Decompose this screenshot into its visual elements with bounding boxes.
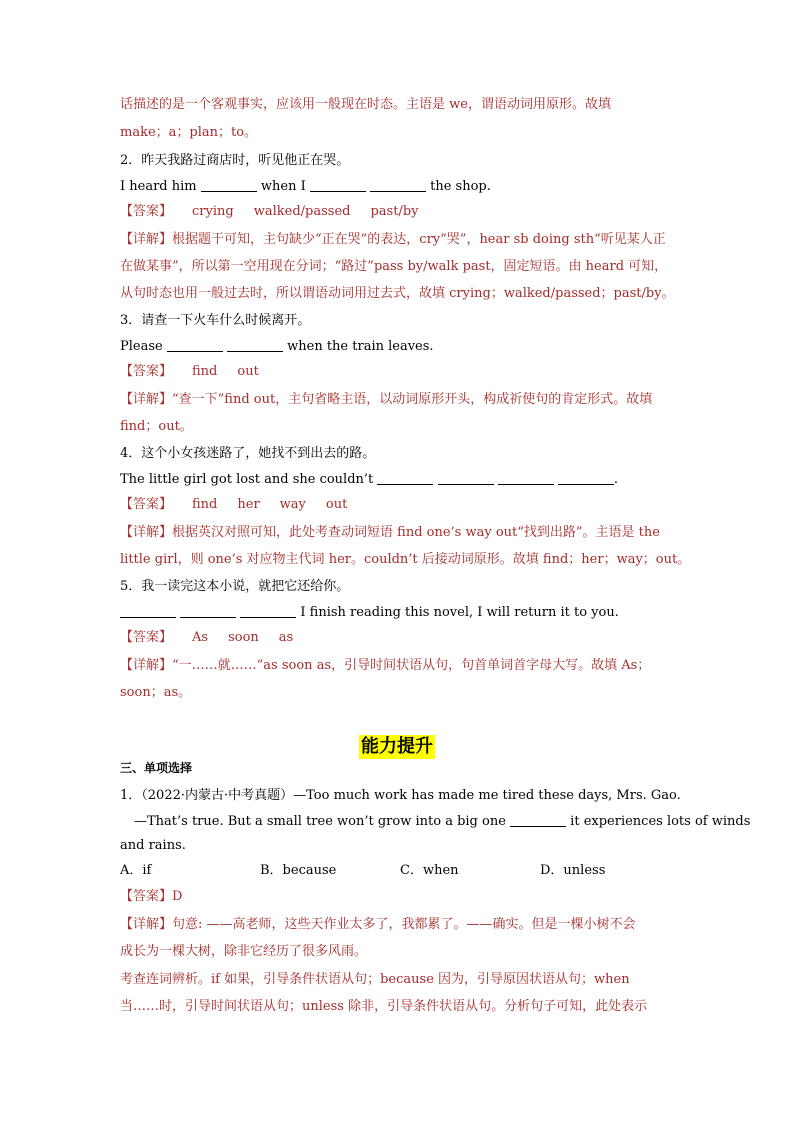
- detail-line: [120, 231, 678, 249]
- answer-tag: 【答案】: [120, 630, 173, 645]
- answer-blank: [120, 605, 176, 618]
- answer-blank: [240, 605, 296, 618]
- answer-blank: [201, 179, 257, 192]
- answer-blank: [310, 179, 366, 192]
- question-en: [120, 604, 678, 622]
- question-text: when the train leaves.: [283, 339, 434, 354]
- question-text: Please: [120, 339, 167, 354]
- question-en: [120, 338, 678, 356]
- answer-blank: [227, 339, 283, 352]
- answer-line: [120, 888, 678, 906]
- answer-value: as: [278, 630, 294, 645]
- detail-text: 句意: ——高老师，这些天作业太多了，我都累了。——确实。但是一棵小树不会: [172, 917, 636, 932]
- answer-line: [120, 363, 678, 381]
- answer-value: out: [325, 497, 348, 512]
- option-d: D．unless: [540, 863, 606, 878]
- section-title: 能力提升: [361, 736, 433, 757]
- answer-blank: [180, 605, 236, 618]
- detail-text: 话描述的是一个客观事实，应该用一般现在时态。主语是: [120, 97, 450, 112]
- detail-text: 从句时态也用一般过去时，所以谓语动词用过去式，故填 crying；walked/passed；past/by。: [120, 286, 675, 301]
- answer-value: find: [192, 364, 218, 379]
- answer-tag: 【答案】: [120, 204, 173, 219]
- answer-blank: [558, 472, 614, 485]
- answer-value: out: [237, 364, 259, 379]
- answer-value: walked/passed: [253, 204, 351, 219]
- option-b: B．because: [260, 863, 337, 878]
- question-text: it experiences lots of winds: [566, 814, 751, 829]
- question-text: .: [613, 472, 618, 487]
- answer-value: past/by: [370, 204, 419, 219]
- detail-text: ，谓语动词用原形。故填: [467, 97, 611, 112]
- detail-text: little girl，则 one’s 对应物主代词 her。couldn’t 后接动词原形。故填 find；her；way；out。: [120, 552, 691, 567]
- answer-value: way: [279, 497, 306, 512]
- options-row: [120, 862, 678, 880]
- detail-line: [120, 391, 678, 409]
- answer-tag: 【答案】: [120, 497, 173, 512]
- text-line: [120, 96, 678, 114]
- question-en: [120, 178, 678, 196]
- detail-text: find；out。: [120, 419, 193, 434]
- answer-blank: [370, 179, 426, 192]
- answer-value: crying: [192, 204, 234, 219]
- question-text: —That’s true. But a small tree won’t grow into a big one: [134, 814, 511, 829]
- detail-tag: 【详解】: [120, 917, 173, 932]
- detail-text: “查一下”find out，主句省略主语，以动词原形开头，构成祈使句的肯定形式。故填: [172, 392, 653, 407]
- answer-line: [120, 496, 678, 514]
- section-title-wrap: [0, 735, 794, 759]
- detail-tag: 【详解】: [120, 658, 173, 673]
- question-text: the shop.: [426, 179, 491, 194]
- detail-tag: 【详解】: [120, 392, 173, 407]
- answer-tag: 【答案】: [120, 364, 173, 379]
- detail-line: [120, 916, 678, 934]
- answer-line: [120, 203, 678, 221]
- detail-text: 当……时，引导时间状语从句；unless 除非，引导条件状语从句。分析句子可知，此处表示: [120, 999, 648, 1014]
- detail-tag: 【详解】: [120, 232, 173, 247]
- detail-text: 在做某事”，所以第一空用现在分词；“路过”pass by/walk past，固定短语。由 heard 可知，: [120, 259, 668, 274]
- question-cn: 4．这个小女孩迷路了，她找不到出去的路。: [120, 446, 376, 461]
- detail-tag: 【详解】: [120, 525, 173, 540]
- detail-text: make；a；plan；to。: [120, 125, 258, 140]
- option-a: A．if: [120, 863, 152, 878]
- answer-tag: 【答案】: [120, 889, 173, 904]
- detail-text: 根据英汉对照可知，此处考查动词短语 find one’s way out“找到出路”。主语是 the: [172, 525, 660, 540]
- answer-blank: [438, 472, 494, 485]
- question-text: I heard him: [120, 179, 201, 194]
- question-text: The little girl got lost and she couldn’t: [120, 472, 378, 487]
- mc-question: [134, 813, 751, 831]
- answer-blank: [510, 814, 566, 827]
- detail-text: “一……就……”as soon as，引导时间状语从句，句首单词首字母大写。故填 As；: [172, 658, 651, 673]
- detail-text: 根据题干可知，主句缺少“正在哭”的表达，cry“哭”，hear sb doing sth“听见某人正: [172, 232, 666, 247]
- answer-value: D: [172, 889, 183, 904]
- answer-value: find: [192, 497, 218, 512]
- detail-line: [120, 657, 678, 675]
- answer-value: her: [237, 497, 260, 512]
- option-c: C．when: [400, 863, 459, 878]
- detail-text: soon；as。: [120, 685, 192, 700]
- detail-text: 成长为一棵大树，除非它经历了很多风雨。: [120, 944, 368, 959]
- mc-question: and rains.: [120, 838, 186, 853]
- mc-question: 1．（2022·内蒙古·中考真题）—Too much work has made me tired these days, Mrs. Gao.: [120, 788, 681, 803]
- answer-value: soon: [228, 630, 259, 645]
- answer-line: [120, 629, 678, 647]
- answer-blank: [377, 472, 433, 485]
- question-text: I finish reading this novel, I will return it to you.: [296, 605, 619, 620]
- question-text: when I: [256, 179, 310, 194]
- question-cn: 3．请查一下火车什么时候离开。: [120, 313, 311, 328]
- question-cn: 5．我一读完这本小说，就把它还给你。: [120, 579, 350, 594]
- part-heading: 三、单项选择: [120, 761, 193, 775]
- detail-text: 考查连词辨析。if 如果，引导条件状语从句；because 因为，引导原因状语从句；when: [120, 972, 630, 987]
- detail-text: we: [449, 97, 468, 112]
- detail-line: [120, 524, 678, 542]
- question-en: [120, 471, 678, 489]
- question-cn: 2．昨天我路过商店时，听见他正在哭。: [120, 153, 350, 168]
- answer-value: As: [192, 630, 209, 645]
- answer-blank: [167, 339, 223, 352]
- answer-blank: [498, 472, 554, 485]
